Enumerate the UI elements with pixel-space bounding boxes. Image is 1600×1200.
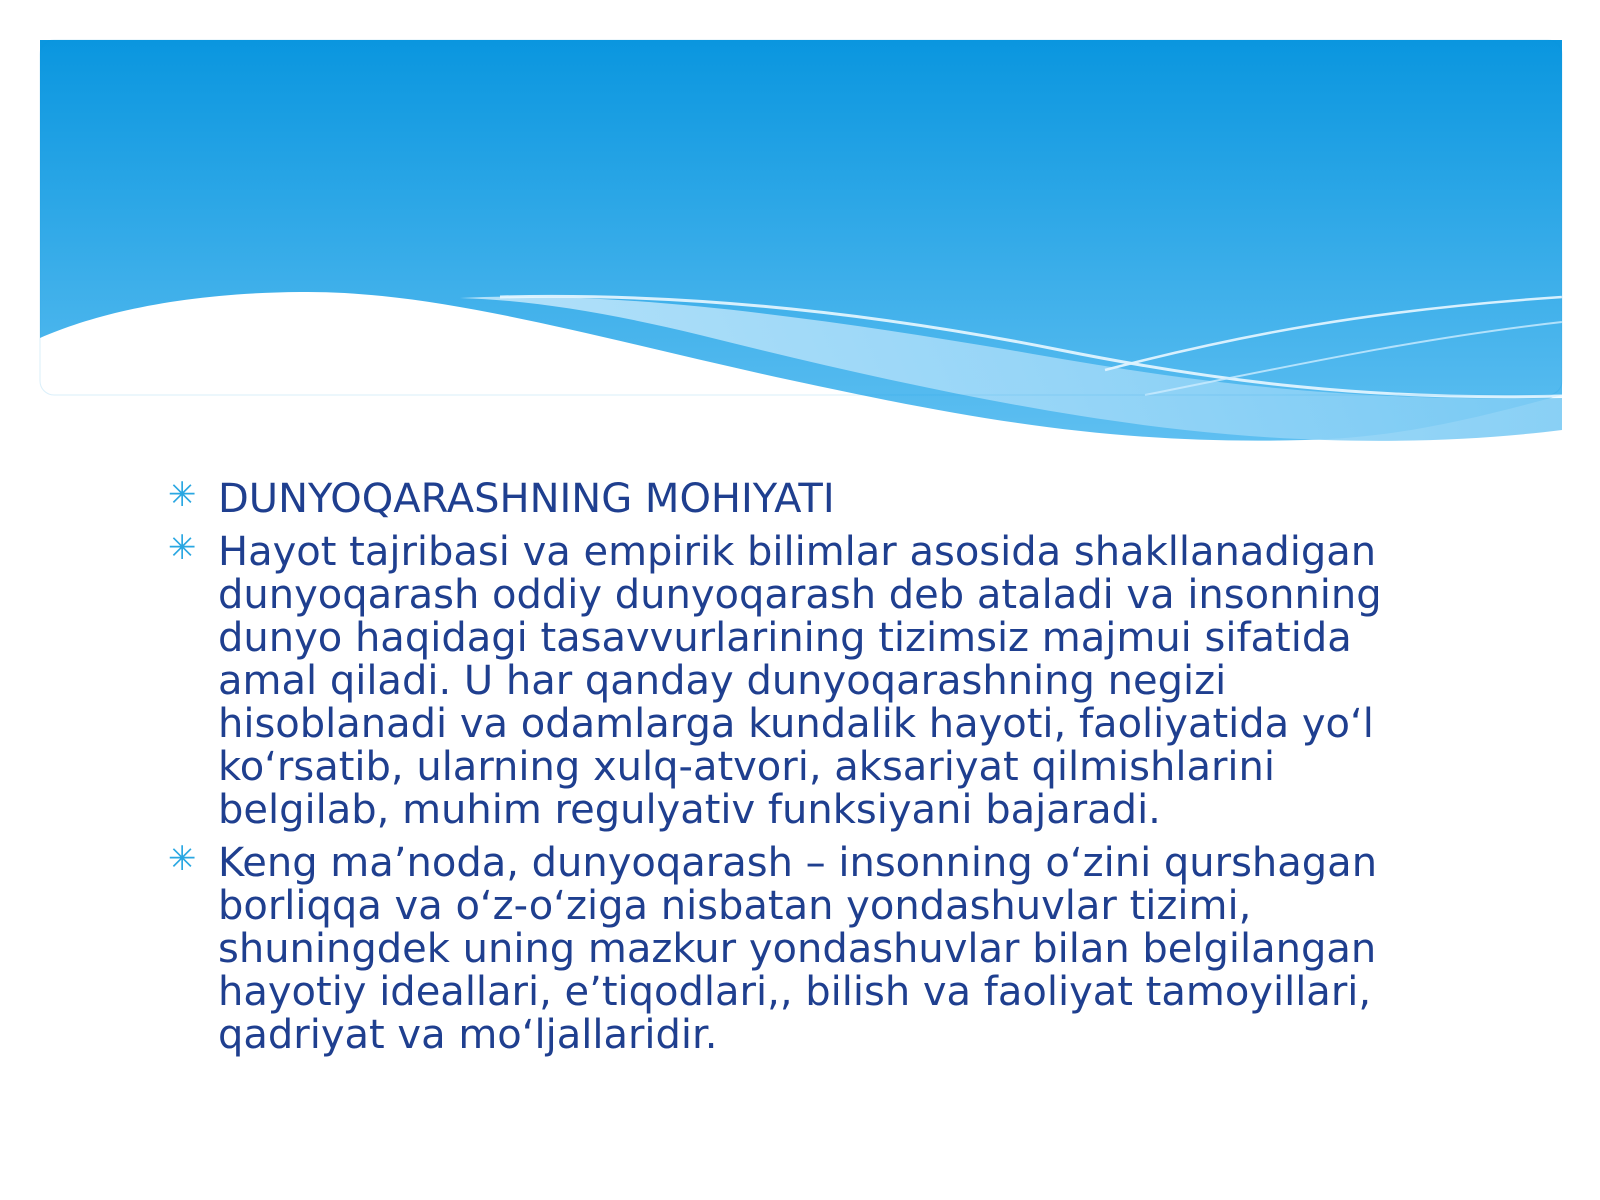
bullet-definition-text: Hayot tajribasi va empirik bilimlar asosida shakllanadigan dunyoqarash oddiy dunyoqarash deb ataladi va insonning dunyo haqidagi tasavvurlarining tizimsiz majmui sifatida amal qiladi. U har qanday dunyoqarashning negizi hisoblanadi va odamlarga kundalik hayoti, faoliyatida yo‘l ko‘rsatib, ularning xulq-atvori, aksariyat qilmishlarini belgilab, muhim regulyativ funksiyani bajaradi. (218, 529, 1382, 833)
bullet-title-text: DUNYOQARASHNING MOHIYATI (218, 476, 835, 522)
header-sky-panel (40, 40, 1562, 441)
bullet-star-icon: ✳ (168, 528, 197, 568)
bullet-list (168, 475, 1458, 1058)
bullet-item-title (168, 475, 1458, 522)
bullet-star-icon: ✳ (168, 475, 197, 515)
bullet-star-icon: ✳ (168, 839, 197, 879)
bullet-item-broad-meaning (168, 839, 1458, 1058)
header-wave-banner (0, 0, 1600, 460)
bullet-item-definition (168, 528, 1458, 833)
slide-content (168, 475, 1458, 1067)
bullet-broad-meaning-text: Keng ma’noda, dunyoqarash – insonning o‘zini qurshagan borliqqa va o‘z-o‘ziga nisbatan yondashuvlar tizimi, shuningdek uning mazkur yondashuvlar bilan belgilangan hayotiy ideallari, e’tiqodlari,, bilish va faoliyat tamoyillari, qadriyat va mo‘ljallaridir. (218, 840, 1378, 1058)
